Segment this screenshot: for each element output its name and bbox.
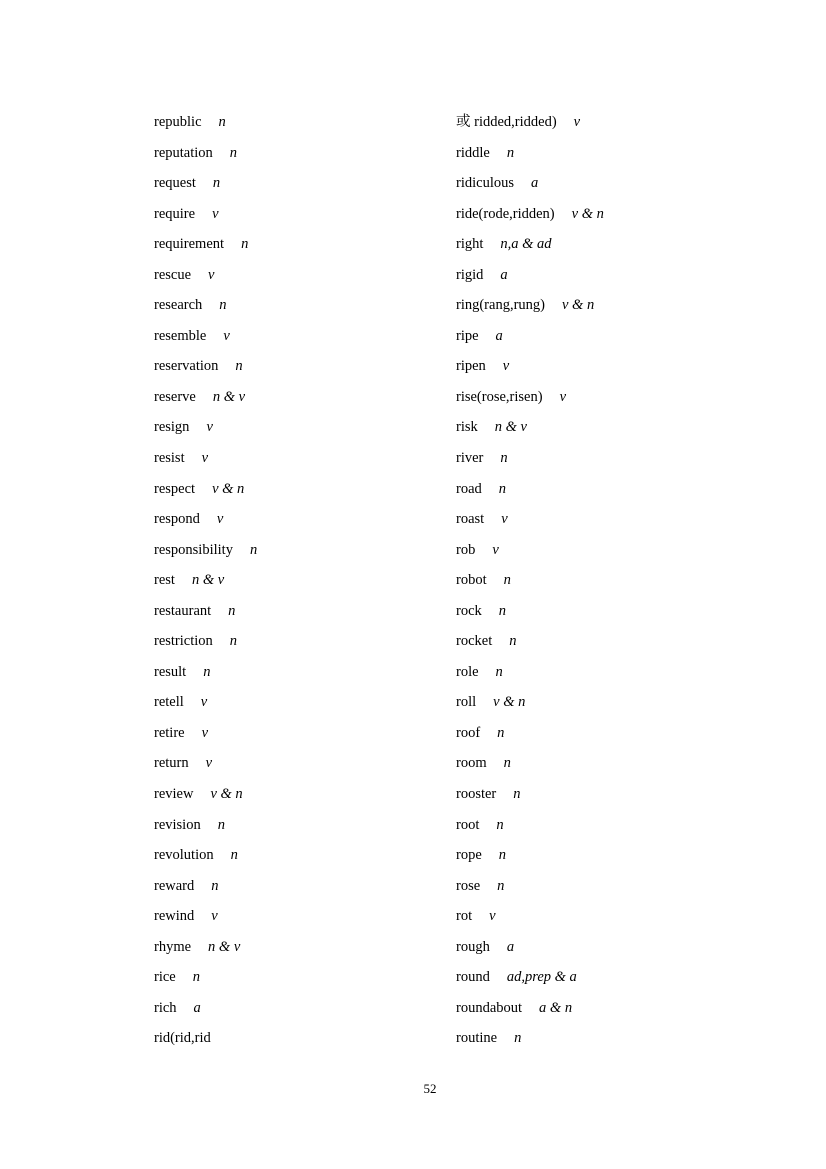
part-of-speech: n — [241, 236, 249, 253]
word-text: right — [456, 236, 484, 253]
part-of-speech: v & n — [571, 205, 604, 222]
word-text: review — [154, 786, 194, 803]
word-entry — [456, 535, 604, 566]
word-text: rose — [456, 877, 481, 894]
word-entry — [456, 626, 604, 657]
part-of-speech: n — [218, 114, 226, 130]
part-of-speech: n & v — [208, 938, 241, 955]
word-entry — [456, 779, 604, 810]
word-entry — [456, 596, 604, 627]
word-text: root — [456, 816, 480, 833]
word-entry — [154, 1023, 257, 1054]
part-of-speech: n — [228, 602, 236, 619]
word-entry — [456, 382, 604, 413]
part-of-speech: ad,prep & a — [506, 969, 577, 986]
word-entry — [456, 871, 604, 902]
word-text: rob — [456, 541, 476, 558]
word-text: roundabout — [456, 999, 523, 1016]
part-of-speech: n — [203, 663, 211, 680]
word-text: reserve — [154, 388, 196, 405]
page-number: 52 — [423, 1081, 437, 1096]
part-of-speech: n — [509, 633, 517, 650]
part-of-speech: n — [212, 175, 221, 192]
word-text: retire — [154, 724, 185, 741]
part-of-speech: v — [201, 450, 209, 467]
word-text: result — [154, 663, 187, 680]
word-entry — [154, 871, 257, 902]
word-entry — [456, 199, 604, 230]
word-text: revolution — [154, 847, 214, 864]
word-entry — [154, 962, 257, 993]
part-of-speech: n — [498, 847, 507, 864]
word-entry — [154, 993, 257, 1024]
word-text: rise(rose,risen) — [456, 388, 543, 405]
part-of-speech: v & n — [561, 297, 595, 314]
word-text: roll — [456, 694, 477, 711]
word-text: ripen — [456, 358, 486, 375]
word-entry — [456, 321, 604, 352]
part-of-speech: v — [201, 724, 209, 741]
part-of-speech: n — [500, 450, 508, 467]
part-of-speech: v — [205, 755, 213, 772]
word-entry — [154, 626, 257, 657]
part-of-speech: v — [489, 908, 496, 925]
word-text: ride(rode,ridden) — [456, 205, 555, 222]
word-text: resemble — [154, 327, 207, 344]
word-text: riddle — [456, 144, 490, 161]
word-entry — [154, 565, 257, 596]
word-entry — [154, 718, 257, 749]
word-entry — [154, 748, 257, 779]
part-of-speech: n — [192, 969, 200, 986]
part-of-speech: v — [211, 908, 218, 925]
part-of-speech: a — [193, 999, 201, 1016]
word-entry — [154, 351, 257, 382]
part-of-speech: v — [492, 541, 499, 558]
word-entry — [456, 840, 604, 871]
word-text: reputation — [154, 144, 213, 161]
word-text: robot — [456, 572, 487, 589]
word-entry — [456, 901, 604, 932]
word-entry — [456, 565, 604, 596]
word-entry — [154, 535, 257, 566]
part-of-speech: n — [497, 877, 505, 894]
word-text: rope — [456, 847, 482, 864]
part-of-speech: n — [503, 755, 511, 772]
part-of-speech: v & n — [212, 480, 245, 497]
word-entry — [154, 138, 257, 169]
part-of-speech: v — [223, 327, 230, 344]
part-of-speech: v — [559, 388, 566, 405]
word-entry — [154, 810, 257, 841]
word-text: restriction — [154, 633, 213, 650]
word-text: reward — [154, 877, 195, 894]
word-entry — [154, 290, 257, 321]
part-of-speech: v & n — [493, 694, 526, 711]
word-entry — [154, 840, 257, 871]
word-list-column-right — [456, 107, 604, 1054]
word-text: revision — [154, 816, 201, 833]
part-of-speech: n & v — [494, 419, 527, 436]
word-entry — [456, 260, 604, 291]
word-entry — [154, 474, 257, 505]
word-entry — [154, 596, 257, 627]
word-text: role — [456, 663, 479, 680]
word-text: responsibility — [154, 541, 233, 558]
word-entry — [154, 657, 257, 688]
part-of-speech: n — [514, 1030, 522, 1047]
word-text: respond — [154, 511, 200, 528]
part-of-speech: n — [498, 602, 507, 619]
word-text: reservation — [154, 358, 219, 375]
word-text: rid(rid,rid — [154, 1030, 211, 1047]
part-of-speech: n — [235, 358, 243, 375]
word-text: republic — [154, 114, 202, 130]
word-entry — [154, 779, 257, 810]
word-text: round — [456, 969, 490, 986]
word-text: room — [456, 755, 487, 772]
word-entry — [154, 321, 257, 352]
word-text: restaurant — [154, 602, 212, 619]
part-of-speech: a & n — [539, 999, 573, 1016]
word-entry — [456, 351, 604, 382]
word-entry — [154, 199, 257, 230]
word-text: 或 ridded,ridded) — [456, 114, 557, 130]
word-text: river — [456, 450, 484, 467]
word-entry — [456, 504, 604, 535]
word-text: ridiculous — [456, 175, 514, 192]
word-entry — [456, 229, 604, 260]
word-entry — [154, 382, 257, 413]
word-entry — [154, 229, 257, 260]
word-text: rot — [456, 908, 473, 925]
part-of-speech: v — [573, 114, 581, 130]
word-text: research — [154, 297, 203, 314]
word-entry — [154, 443, 257, 474]
word-entry — [154, 901, 257, 932]
word-entry — [456, 748, 604, 779]
word-text: respect — [154, 480, 196, 497]
word-entry — [154, 412, 257, 443]
part-of-speech: n,a & ad — [500, 236, 552, 253]
word-entry — [456, 412, 604, 443]
word-text: return — [154, 755, 189, 772]
word-entry — [456, 962, 604, 993]
part-of-speech: n — [495, 663, 503, 680]
part-of-speech: n — [219, 297, 227, 314]
word-entry — [456, 810, 604, 841]
part-of-speech: a — [500, 266, 508, 283]
part-of-speech: n — [249, 541, 258, 558]
part-of-speech: v — [502, 358, 510, 375]
word-text: require — [154, 205, 196, 222]
word-text: ripe — [456, 327, 479, 344]
part-of-speech: n — [229, 144, 238, 161]
word-entry — [456, 657, 604, 688]
part-of-speech: n — [496, 816, 504, 833]
part-of-speech: n — [230, 847, 238, 864]
word-text: roast — [456, 511, 485, 528]
part-of-speech: n & v — [191, 572, 225, 589]
word-text: retell — [154, 694, 184, 711]
word-text: rest — [154, 572, 175, 589]
word-entry — [154, 107, 257, 138]
part-of-speech: n & v — [212, 388, 246, 405]
word-entry — [154, 687, 257, 718]
word-entry — [456, 932, 604, 963]
word-entry — [456, 687, 604, 718]
word-entry — [456, 168, 604, 199]
word-text: rescue — [154, 266, 192, 283]
word-text: rooster — [456, 786, 497, 803]
word-text: rocket — [456, 633, 493, 650]
word-text: rhyme — [154, 938, 192, 955]
word-text: risk — [456, 419, 478, 436]
word-text: rock — [456, 602, 482, 619]
part-of-speech: n — [211, 877, 219, 894]
part-of-speech: n — [497, 724, 505, 741]
word-text: routine — [456, 1030, 498, 1047]
word-entry — [456, 443, 604, 474]
word-text: requirement — [154, 236, 225, 253]
word-entry — [456, 107, 604, 138]
word-text: resist — [154, 450, 185, 467]
word-text: rice — [154, 969, 176, 986]
part-of-speech: n — [217, 816, 225, 833]
part-of-speech: n — [498, 480, 507, 497]
word-text: rigid — [456, 266, 484, 283]
word-entry — [154, 504, 257, 535]
word-text: resign — [154, 419, 190, 436]
part-of-speech: v — [208, 266, 215, 283]
part-of-speech: n — [513, 786, 521, 803]
part-of-speech: v — [212, 205, 219, 222]
word-entry — [456, 138, 604, 169]
word-text: rough — [456, 938, 490, 955]
word-entry — [154, 260, 257, 291]
part-of-speech: n — [506, 144, 515, 161]
part-of-speech: v — [501, 511, 508, 528]
word-text: roof — [456, 724, 481, 741]
part-of-speech: a — [495, 327, 503, 344]
word-text: rich — [154, 999, 177, 1016]
word-text: request — [154, 175, 196, 192]
part-of-speech: n — [229, 633, 238, 650]
word-list-column-left — [154, 107, 257, 1054]
word-entry — [456, 993, 604, 1024]
word-text: rewind — [154, 908, 195, 925]
word-entry — [456, 1023, 604, 1054]
part-of-speech: n — [503, 572, 511, 589]
part-of-speech: v — [206, 419, 213, 436]
word-text: ring(rang,rung) — [456, 297, 545, 314]
word-entry — [154, 932, 257, 963]
part-of-speech: v — [216, 511, 224, 528]
part-of-speech: a — [506, 938, 515, 955]
word-entry — [154, 168, 257, 199]
word-entry — [456, 718, 604, 749]
part-of-speech: v — [200, 694, 208, 711]
word-entry — [456, 290, 604, 321]
part-of-speech: a — [531, 175, 539, 192]
word-text: road — [456, 480, 482, 497]
part-of-speech: v & n — [210, 786, 243, 803]
word-entry — [456, 474, 604, 505]
